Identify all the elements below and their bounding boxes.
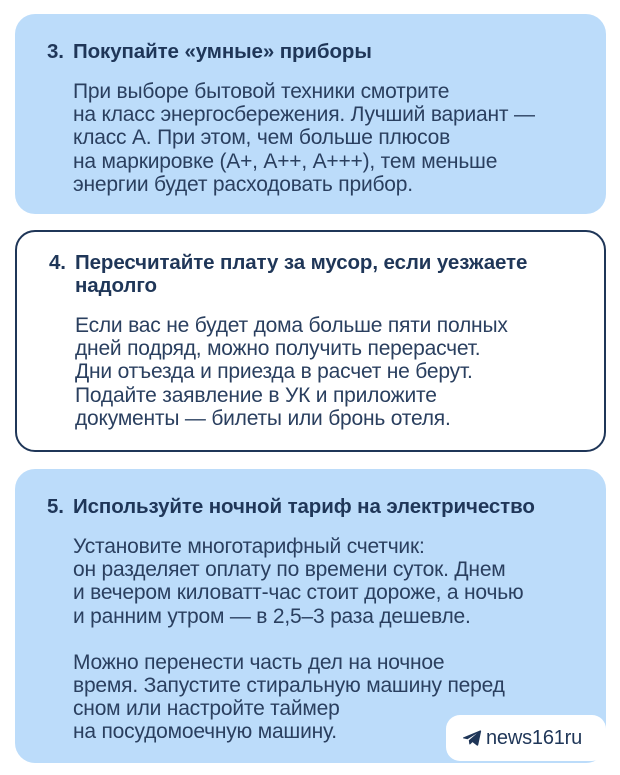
tip-paragraph: Установите многотарифный счетчик: он разделяет оплату по времени суток. Днем и вечером киловатт-час стоит дороже, а ночью и ранним утром — в 2,5–3 раза дешевле.	[73, 535, 524, 628]
brand-badge[interactable]	[446, 715, 606, 761]
tip-number: 5.	[47, 495, 64, 518]
tip-title-text: Пересчитайте плату за мусор, если уезжаете надолго	[75, 251, 528, 297]
tip-title	[47, 40, 576, 63]
telegram-plane-icon	[462, 729, 482, 747]
tip-number: 4.	[49, 251, 66, 274]
tip-card-4	[15, 230, 606, 452]
tip-title-text: Покупайте «умные» приборы	[73, 40, 372, 63]
brand-name: news161ru	[486, 726, 583, 749]
tip-body	[73, 535, 576, 744]
tip-paragraph: При выборе бытовой техники смотрите на класс энергосбережения. Лучший вариант — класс А. При этом, чем больше плюсов на маркировке (А+, А++, А+++), тем меньше энергии будет расходовать прибор.	[73, 80, 535, 196]
tip-title	[47, 495, 576, 518]
tip-paragraph: Можно перенести часть дел на ночное время. Запустите стиральную машину перед сном или настройте таймер на посудомоечную машину.	[73, 650, 505, 744]
tip-paragraph: Если вас не будет дома больше пяти полных дней подряд, можно получить перерасчет. Дни отъезда и приезда в расчет не берут. Подайте заявление в УК и приложите документы — билеты или бронь отеля.	[75, 314, 508, 430]
tip-body	[73, 80, 576, 196]
tip-title	[49, 251, 574, 297]
tip-title-text: Используйте ночной тариф на электричество	[73, 495, 535, 518]
tip-number: 3.	[47, 40, 64, 63]
tip-card-3	[15, 14, 606, 214]
tip-body	[75, 314, 574, 430]
